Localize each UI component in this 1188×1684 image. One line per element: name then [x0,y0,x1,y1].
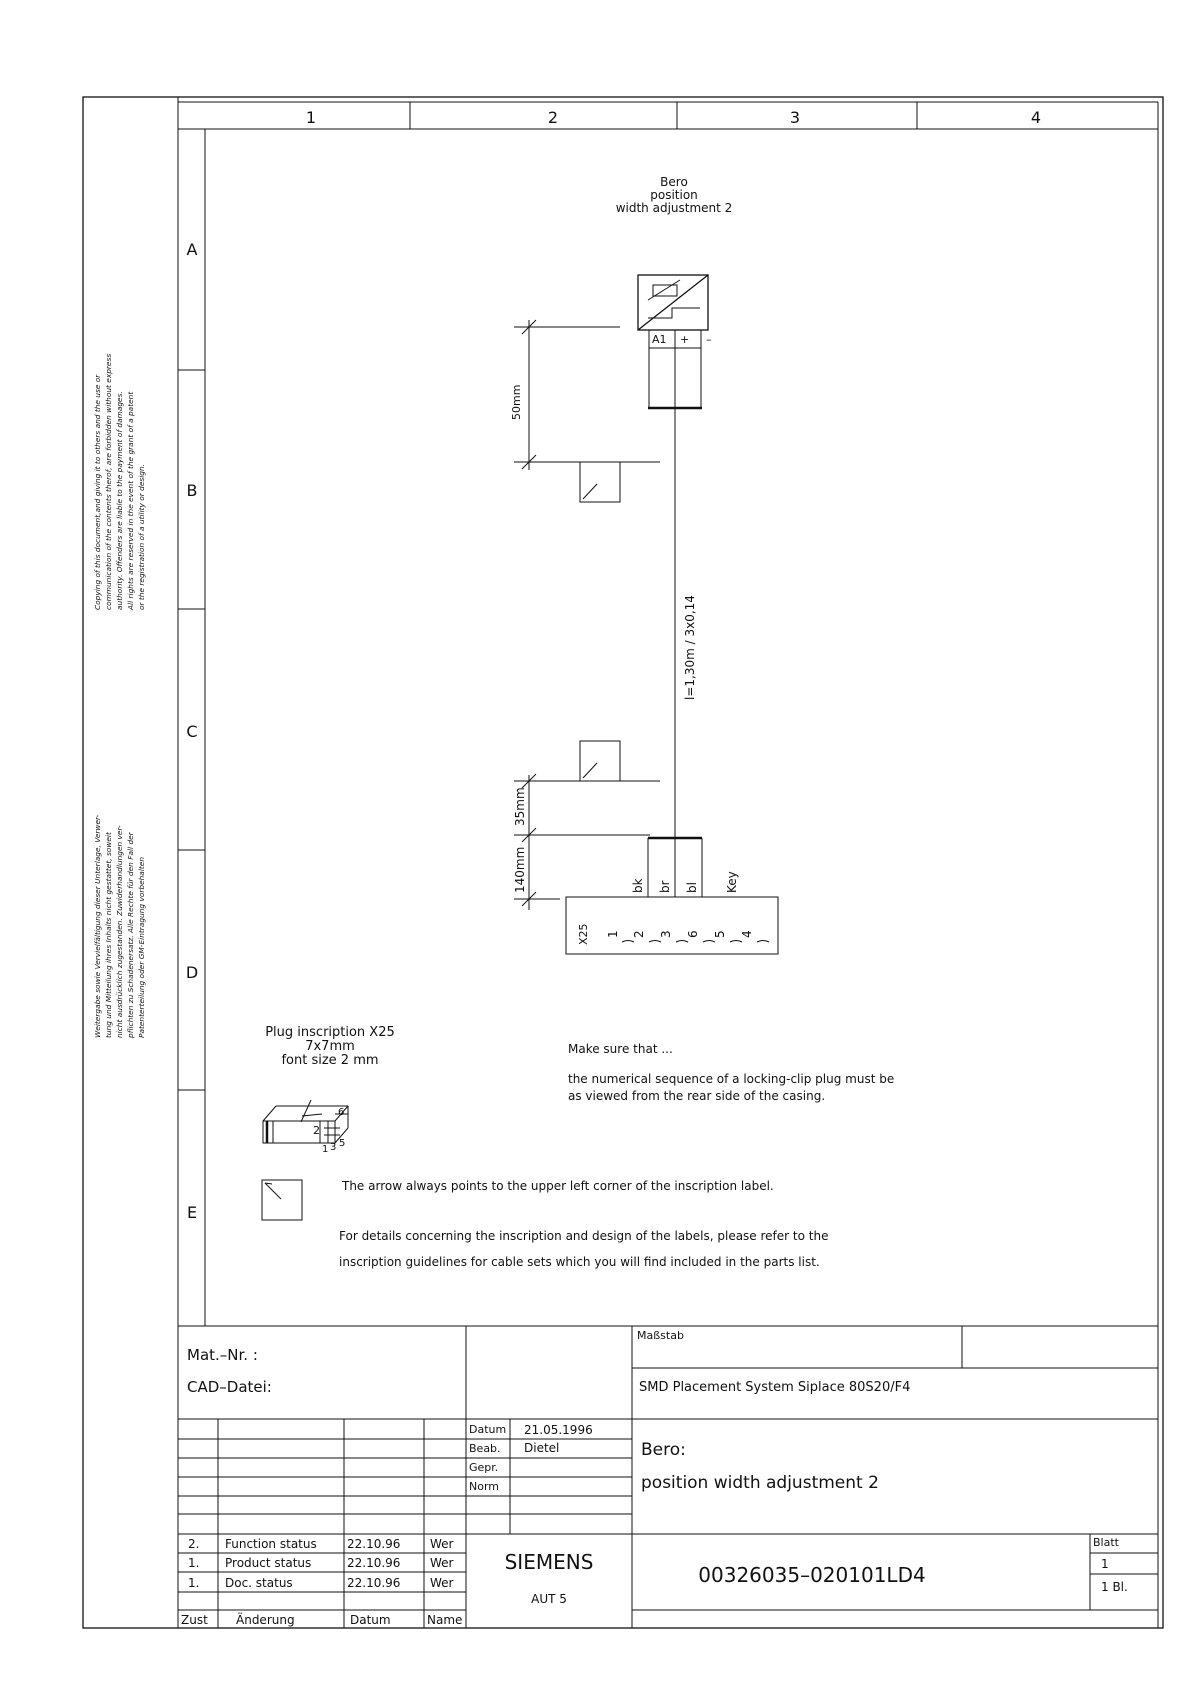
wire-label-br: br [658,880,672,893]
revision-name: Wer [430,1576,454,1590]
wire-label-bk: bk [631,878,645,893]
blatt-total: 1 Bl. [1101,1580,1128,1594]
plug-number: 1 [322,1144,329,1155]
rev-header-aenderung: Änderung [236,1613,295,1627]
sensor-pin-plus: + [680,333,690,346]
plug-inscription-line: font size 2 mm [281,1053,379,1068]
diagram-title-line: Bero [660,175,688,189]
arrow-label-example [262,1180,302,1220]
label-box-lower [580,741,620,781]
plug-number: 2 [313,1124,320,1137]
rev-header-name: Name [427,1613,463,1627]
sensor-pin-a1: A1 [652,333,667,346]
datum-value: 21.05.1996 [524,1423,593,1437]
note-line: as viewed from the rear side of the casing. [568,1089,826,1103]
details-line: For details concerning the inscription and design of the labels, please refer to the [339,1229,829,1243]
plug-number: 3 [330,1142,337,1153]
column-label-2: 2 [547,108,559,127]
legal-de-line: Weitergabe sowie Vervielfältigung dieser Unterlage, Verwer- [93,814,102,1038]
column-label-3: 3 [789,108,801,127]
connector-pin-1: 1 [606,930,620,938]
legal-de-line: Patenterteilung oder GM-Eintragung vorbehalten [137,856,146,1038]
cable-label: l=1,30m / 3x0,14 [683,595,697,700]
details-line: inscription guidelines for cable sets which you will find included in the parts list. [339,1255,820,1269]
connector-pin-5: 5 [713,930,727,938]
legal-en-line: Copying of this document,and giving it to others and the use or [93,374,102,610]
row-label-b: B [186,481,198,500]
dimension-50mm-label: 50mm [510,384,523,420]
dimension-35mm-label: 35mm [513,787,527,826]
row-label-a: A [186,240,198,259]
sensor-pin-minus: – [706,333,712,346]
connector-x25 [566,897,778,954]
plug-number: 5 [339,1138,346,1149]
drawing-title-line1: Bero: [641,1440,686,1460]
legal-en-line: All rights are reserved in the event of the grant of a patent [126,391,135,610]
blatt-value: 1 [1101,1557,1109,1571]
legal-en-line: or the registration of a utility or design. [137,463,146,610]
row-label-c: C [186,722,198,741]
revision-date: 22.10.96 [347,1537,401,1551]
revision-name: Wer [430,1537,454,1551]
plug-illustration [263,1100,348,1143]
connector-pin-4: 4 [740,930,754,938]
legal-note-german [93,814,146,1039]
diagram-title-line: position [650,188,698,202]
connector-name: X25 [577,923,590,945]
revision-zust: 1. [188,1556,200,1570]
wire-label-bl: bl [685,882,699,893]
dimension-140mm-label: 140mm [513,846,527,893]
connector-pin-3: 3 [659,930,673,938]
legal-de-line: tung und Mitteilung ihres Inhalts nicht gestattet, soweit [104,832,113,1038]
revision-text: Doc. status [225,1576,293,1590]
revision-name: Wer [430,1556,454,1570]
bero-sensor-symbol [638,275,708,408]
rev-header-datum: Datum [350,1613,391,1627]
mat-nr-label: Mat.–Nr. : [187,1346,258,1364]
connector-pin-6: 6 [686,930,700,938]
wire-label-key: Key [725,871,739,893]
diagram-title-line: width adjustment 2 [615,201,733,215]
beab-label: Beab. [469,1442,501,1455]
datum-label: Datum [469,1423,507,1436]
plug-inscription-line: 7x7mm [305,1039,355,1054]
legal-de-line: nicht ausdrücklich zugestanden. Zuwiderhandlungen ver- [115,825,124,1038]
plug-number: 6 [338,1107,345,1118]
note-line: Make sure that ... [568,1042,673,1056]
revision-date: 22.10.96 [347,1576,401,1590]
blatt-label: Blatt [1093,1536,1119,1549]
department: AUT 5 [531,1592,567,1606]
legal-en-line: authority. Offenders are liable to the payment of damages. [115,391,124,610]
gepr-label: Gepr. [469,1461,499,1474]
legal-en-line: communication of the contents therof, are forbidden without express [104,353,113,610]
outer-frame [83,97,1163,1628]
legal-note-english [93,354,146,611]
rev-header-zust: Zust [181,1613,208,1627]
drawing-number: 00326035–020101LD4 [698,1563,926,1587]
column-label-4: 4 [1030,108,1042,127]
label-box-upper [580,462,620,502]
drawing-title-line2: position width adjustment 2 [641,1473,879,1493]
row-label-d: D [185,963,199,982]
dimension-50mm [514,320,660,470]
norm-label: Norm [469,1480,500,1493]
column-label-1: 1 [305,108,317,127]
row-label-e: E [186,1203,198,1222]
arrow-note: The arrow always points to the upper left corner of the inscription label. [342,1179,774,1193]
plug-inscription-line: Plug inscription X25 [265,1025,395,1040]
revision-text: Function status [225,1537,317,1551]
legal-de-line: pflichten zu Schadenersatz. Alle Rechte für den Fall der [126,832,135,1038]
beab-value: Dietel [524,1441,560,1455]
massstab-label: Maßstab [637,1329,684,1342]
revision-zust: 1. [188,1576,200,1590]
system-name: SMD Placement System Siplace 80S20/F4 [639,1380,911,1395]
revision-date: 22.10.96 [347,1556,401,1570]
company-name: SIEMENS [504,1550,594,1574]
cad-datei-label: CAD–Datei: [187,1378,272,1396]
revision-zust: 2. [188,1537,200,1551]
revision-text: Product status [225,1556,312,1570]
connector-pin-2: 2 [632,930,646,938]
note-line: the numerical sequence of a locking-clip plug must be [568,1072,895,1086]
